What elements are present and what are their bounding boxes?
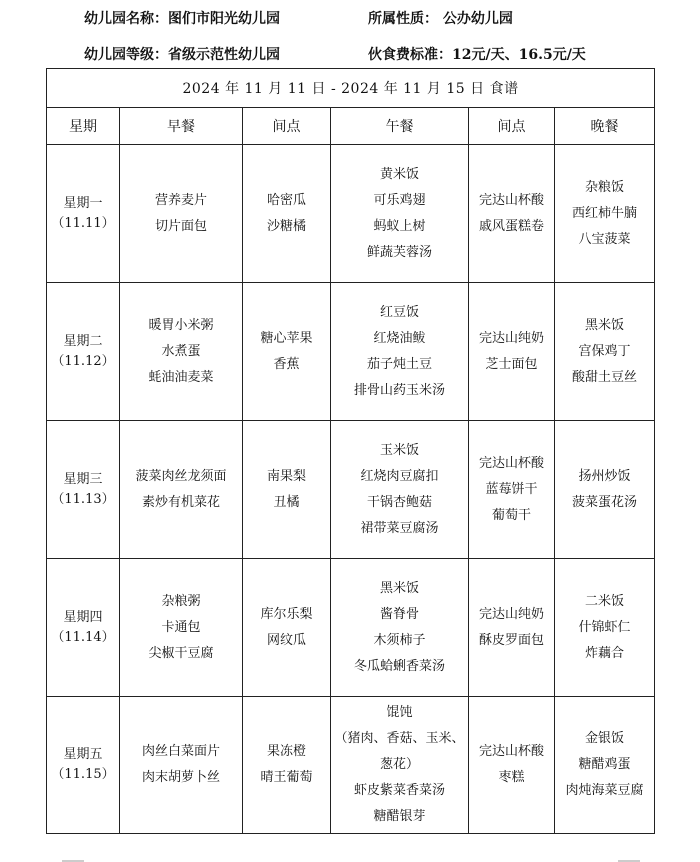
dinner-cell bbox=[555, 697, 655, 834]
weekday-cell bbox=[47, 421, 120, 559]
dish-item: 切片面包 bbox=[154, 218, 207, 234]
dish-item: 果冻橙 bbox=[266, 744, 306, 759]
column-header-snack-2: 间点 bbox=[469, 108, 555, 145]
dish-item: 可乐鸡翅 bbox=[373, 192, 426, 208]
column-header-dinner: 晚餐 bbox=[555, 108, 655, 145]
dish-item: 玉米饭 bbox=[379, 442, 419, 458]
dish-item: 裙带菜豆腐汤 bbox=[360, 520, 439, 536]
dish-item: 库尔乐梨 bbox=[260, 606, 313, 622]
dish-item: 鲜蔬芙蓉汤 bbox=[366, 244, 432, 260]
breakfast-cell bbox=[120, 697, 243, 834]
lunch-cell bbox=[331, 283, 469, 421]
dish-item: 戚风蛋糕卷 bbox=[478, 218, 544, 234]
dish-item: 枣糕 bbox=[498, 770, 525, 785]
dish-item: 蚂蚁上树 bbox=[373, 218, 426, 234]
dish-item: 完达山纯奶 bbox=[478, 606, 544, 622]
dish-item: 晴王葡萄 bbox=[260, 770, 313, 785]
snack-2-cell bbox=[469, 283, 555, 421]
dish-item: 肉末胡萝卜丝 bbox=[141, 770, 220, 785]
dish-item: 二米饭 bbox=[585, 593, 625, 609]
column-header-row bbox=[47, 108, 655, 145]
dish-item: 西红柿牛腩 bbox=[572, 205, 638, 221]
weekday-cell bbox=[47, 559, 120, 697]
weekday-cell bbox=[47, 145, 120, 283]
dish-item: 宫保鸡丁 bbox=[578, 343, 631, 359]
dish-item: 木须柿子 bbox=[373, 632, 426, 648]
menu-title: 2024 年 11 月 11 日 - 2024 年 11 月 15 日 食谱 bbox=[47, 69, 655, 108]
snack-1-cell bbox=[243, 559, 331, 697]
info-row-1 bbox=[0, 8, 700, 32]
dish-item: 馄饨 bbox=[386, 705, 413, 720]
dish-item: 完达山杯酸 bbox=[478, 455, 544, 471]
dish-item: 网纹瓜 bbox=[266, 632, 306, 648]
dish-item: 蓝莓饼干 bbox=[485, 481, 538, 497]
dish-item: 炸藕合 bbox=[585, 645, 625, 661]
dish-item: 哈密瓜 bbox=[266, 192, 306, 208]
snack-2-cell bbox=[469, 145, 555, 283]
dish-item: 排骨山药玉米汤 bbox=[353, 382, 445, 398]
dish-item: 肉丝白菜面片 bbox=[141, 744, 220, 759]
weekly-menu-table bbox=[46, 68, 655, 834]
breakfast-cell bbox=[120, 421, 243, 559]
breakfast-cell bbox=[120, 283, 243, 421]
dish-item: 杂粮饭 bbox=[585, 179, 625, 195]
dish-item: 菠菜蛋花汤 bbox=[572, 494, 638, 510]
snack-1-cell bbox=[243, 283, 331, 421]
dish-item: 茄子炖土豆 bbox=[366, 356, 432, 372]
dish-item: 扬州炒饭 bbox=[578, 468, 631, 484]
dish-item: 南果梨 bbox=[266, 468, 306, 484]
menu-row bbox=[47, 697, 655, 834]
snack-1-cell bbox=[243, 697, 331, 834]
dish-item: 菠菜肉丝龙须面 bbox=[135, 468, 227, 484]
dish-item: 尖椒干豆腐 bbox=[148, 645, 214, 661]
weekday-label: 星期四 bbox=[63, 609, 103, 625]
weekday-date: （11.14） bbox=[51, 629, 115, 645]
column-header-snack-1: 间点 bbox=[243, 108, 331, 145]
dish-item: 冬瓜蛤蜊香菜汤 bbox=[353, 658, 445, 674]
dish-item: 素炒有机菜花 bbox=[141, 494, 220, 510]
dinner-cell bbox=[555, 283, 655, 421]
weekday-label: 星期一 bbox=[63, 195, 103, 211]
menu-row bbox=[47, 421, 655, 559]
meal-fee-standard: 伙食费标准：12元/天、16.5元/天 bbox=[368, 47, 586, 63]
dish-item: 营养麦片 bbox=[154, 192, 207, 208]
snack-2-cell bbox=[469, 421, 555, 559]
menu-row bbox=[47, 145, 655, 283]
dish-item: 红豆饭 bbox=[379, 304, 419, 320]
dish-item: 丑橘 bbox=[273, 494, 300, 510]
kindergarten-name: 幼儿园名称：图们市阳光幼儿园 bbox=[84, 11, 280, 27]
weekday-label: 星期三 bbox=[63, 471, 103, 487]
dish-item: 暖胃小米粥 bbox=[148, 317, 214, 333]
dish-item: 酱脊骨 bbox=[379, 606, 419, 622]
menu-row bbox=[47, 283, 655, 421]
snack-2-cell bbox=[469, 559, 555, 697]
dish-item: 黑米饭 bbox=[585, 317, 625, 333]
weekday-date: （11.15） bbox=[51, 767, 115, 782]
snack-1-cell bbox=[243, 421, 331, 559]
dish-item: 卡通包 bbox=[161, 619, 201, 635]
dish-item: （猪肉、香菇、玉米、 bbox=[334, 731, 465, 746]
dish-item: 虾皮紫菜香菜汤 bbox=[353, 783, 445, 798]
dish-item: 糖醋银芽 bbox=[373, 809, 426, 824]
weekday-date: （11.11） bbox=[51, 215, 115, 231]
dish-item: 干锅杏鲍菇 bbox=[366, 494, 432, 510]
dish-item: 完达山纯奶 bbox=[478, 330, 544, 346]
weekday-date: （11.12） bbox=[51, 353, 115, 369]
lunch-cell bbox=[331, 697, 469, 834]
weekday-label: 星期二 bbox=[63, 333, 103, 349]
dish-item: 红烧油鲅 bbox=[373, 330, 426, 346]
dish-item: 金银饭 bbox=[585, 731, 625, 746]
dish-item: 八宝菠菜 bbox=[578, 231, 631, 247]
dish-item: 什锦虾仁 bbox=[578, 619, 631, 635]
column-header-breakfast: 早餐 bbox=[120, 108, 243, 145]
dish-item: 完达山杯酸 bbox=[478, 744, 544, 759]
menu-body bbox=[47, 145, 655, 834]
dish-item: 糖心苹果 bbox=[260, 330, 313, 346]
kindergarten-level: 幼儿园等级：省级示范性幼儿园 bbox=[84, 47, 280, 63]
breakfast-cell bbox=[120, 559, 243, 697]
menu-row bbox=[47, 559, 655, 697]
dish-item: 杂粮粥 bbox=[161, 593, 201, 609]
dish-item: 芝士面包 bbox=[485, 356, 538, 372]
info-row-2 bbox=[0, 44, 700, 68]
dish-item: 酥皮罗面包 bbox=[478, 632, 544, 648]
dish-item: 肉炖海菜豆腐 bbox=[565, 783, 644, 798]
dish-item: 葡萄干 bbox=[491, 507, 531, 523]
weekday-cell bbox=[47, 697, 120, 834]
dish-item: 黄米饭 bbox=[379, 166, 419, 182]
dish-item: 葱花） bbox=[379, 757, 419, 772]
dish-item: 沙糖橘 bbox=[266, 218, 306, 234]
breakfast-cell bbox=[120, 145, 243, 283]
dish-item: 完达山杯酸 bbox=[478, 192, 544, 208]
dish-item: 糖醋鸡蛋 bbox=[578, 757, 631, 772]
lunch-cell bbox=[331, 559, 469, 697]
snack-2-cell bbox=[469, 697, 555, 834]
lunch-cell bbox=[331, 421, 469, 559]
kindergarten-nature: 所属性质： 公办幼儿园 bbox=[368, 11, 513, 27]
dish-item: 水煮蛋 bbox=[161, 343, 201, 359]
dish-item: 酸甜土豆丝 bbox=[572, 369, 638, 385]
weekday-cell bbox=[47, 283, 120, 421]
weekday-date: （11.13） bbox=[51, 491, 115, 507]
weekday-label: 星期五 bbox=[63, 747, 103, 762]
dish-item: 黑米饭 bbox=[379, 580, 419, 596]
menu-title-row bbox=[47, 69, 655, 108]
dinner-cell bbox=[555, 559, 655, 697]
dish-item: 红烧肉豆腐扣 bbox=[360, 468, 439, 484]
lunch-cell bbox=[331, 145, 469, 283]
dish-item: 蚝油油麦菜 bbox=[148, 369, 214, 385]
dish-item: 香蕉 bbox=[273, 356, 300, 372]
dinner-cell bbox=[555, 145, 655, 283]
dinner-cell bbox=[555, 421, 655, 559]
column-header-weekday: 星期 bbox=[47, 108, 120, 145]
snack-1-cell bbox=[243, 145, 331, 283]
column-header-lunch: 午餐 bbox=[331, 108, 469, 145]
